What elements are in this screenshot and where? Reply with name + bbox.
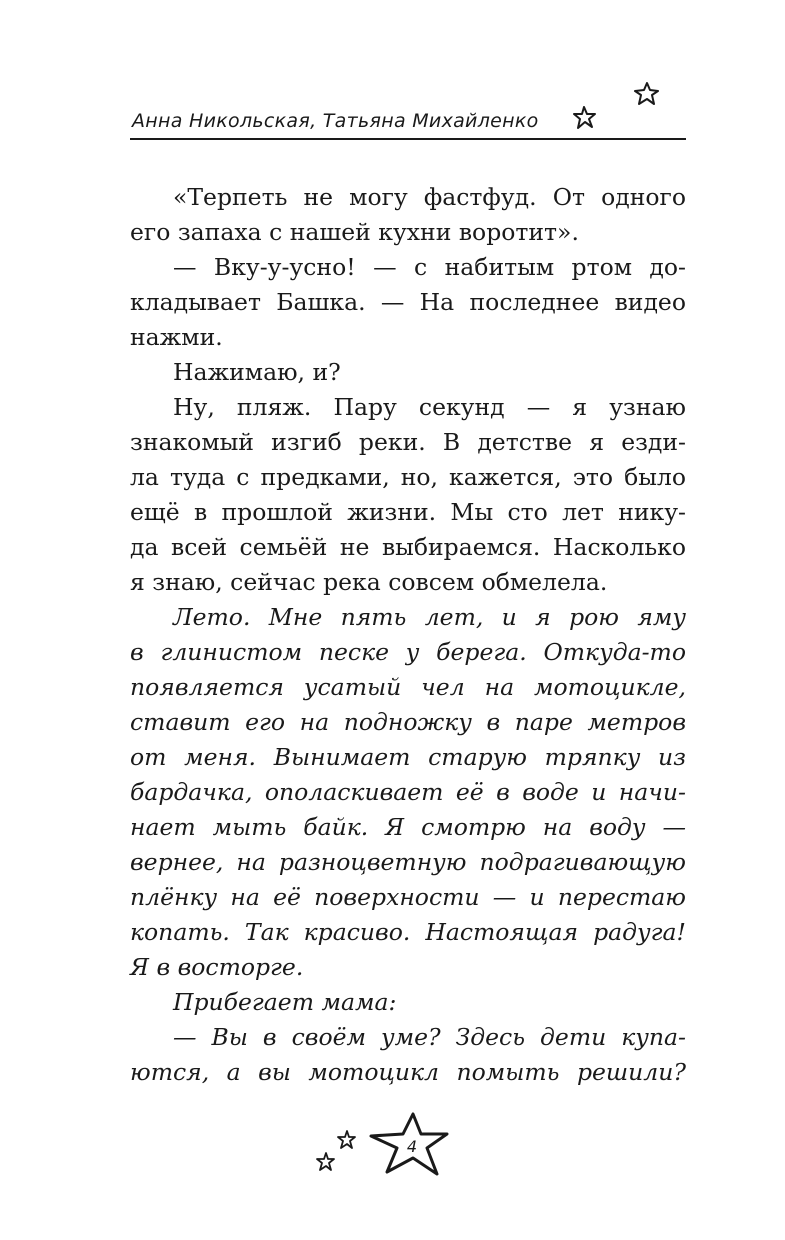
body-text — [130, 180, 686, 1090]
paragraph-6 — [130, 985, 686, 1020]
page-footer — [305, 1110, 455, 1180]
paragraph-3 — [130, 355, 686, 390]
running-header — [130, 100, 690, 140]
text-line: «Терпеть не могу фастфуд. От одного — [173, 183, 686, 211]
text-line: вернее, на разноцветную подрагивающую — [130, 848, 686, 876]
running-title: Анна Никольская, Татьяна Михайленко — [132, 110, 539, 132]
text-line: копать. Так красиво. Настоящая радуга! — [130, 918, 686, 946]
text-line: — Вку-у-усно! — с набитым ртом до- — [173, 253, 686, 281]
text-line: я знаю, сейчас река совсем обмелела. — [130, 568, 608, 596]
text-line: знакомый изгиб реки. В детстве я езди- — [130, 428, 686, 456]
text-line: его запаха с нашей кухни воротит». — [130, 218, 579, 246]
text-line: плёнку на её поверхности — и перестаю — [130, 883, 686, 911]
text-line: Нажимаю, и? — [173, 358, 341, 386]
text-line: Лето. Мне пять лет, и я рою яму — [173, 603, 686, 631]
footer-small-star-2-icon — [315, 1151, 337, 1173]
header-rule — [130, 138, 686, 140]
paragraph-4 — [130, 390, 686, 600]
header-star-1-icon — [571, 104, 599, 132]
text-line: ла туда с предками, но, кажется, это было — [130, 463, 686, 491]
text-line: нажми. — [130, 323, 223, 351]
text-line: нает мыть байк. Я смотрю на воду — — [130, 813, 686, 841]
paragraph-1 — [130, 180, 686, 250]
text-line: да всей семьёй не выбираемся. Насколько — [130, 533, 686, 561]
text-line: в глинистом песке у берега. Откуда-то — [130, 638, 686, 666]
text-line: ются, а вы мотоцикл помыть решили? — [130, 1058, 686, 1086]
text-line: — Вы в своём уме? Здесь дети купа- — [173, 1023, 686, 1051]
text-line: ещё в прошлой жизни. Мы сто лет нику- — [130, 498, 686, 526]
text-line: ставит его на подножку в паре метров — [130, 708, 686, 736]
text-line: бардачка, ополаскивает её в воде и начи- — [130, 778, 686, 806]
paragraph-2 — [130, 250, 686, 355]
text-line: появляется усатый чел на мотоцикле, — [130, 673, 686, 701]
text-line: Я в восторге. — [130, 953, 304, 981]
paragraph-5 — [130, 600, 686, 985]
text-line: кладывает Башка. — На последнее видео — [130, 288, 686, 316]
page-number: 4 — [406, 1137, 418, 1156]
text-line: от меня. Вынимает старую тряпку из — [130, 743, 686, 771]
footer-small-star-1-icon — [336, 1129, 358, 1151]
text-line: Прибегает мама: — [173, 988, 397, 1016]
header-star-2-icon — [632, 80, 662, 108]
paragraph-7 — [130, 1020, 686, 1090]
text-line: Ну, пляж. Пару секунд — я узнаю — [173, 393, 686, 421]
